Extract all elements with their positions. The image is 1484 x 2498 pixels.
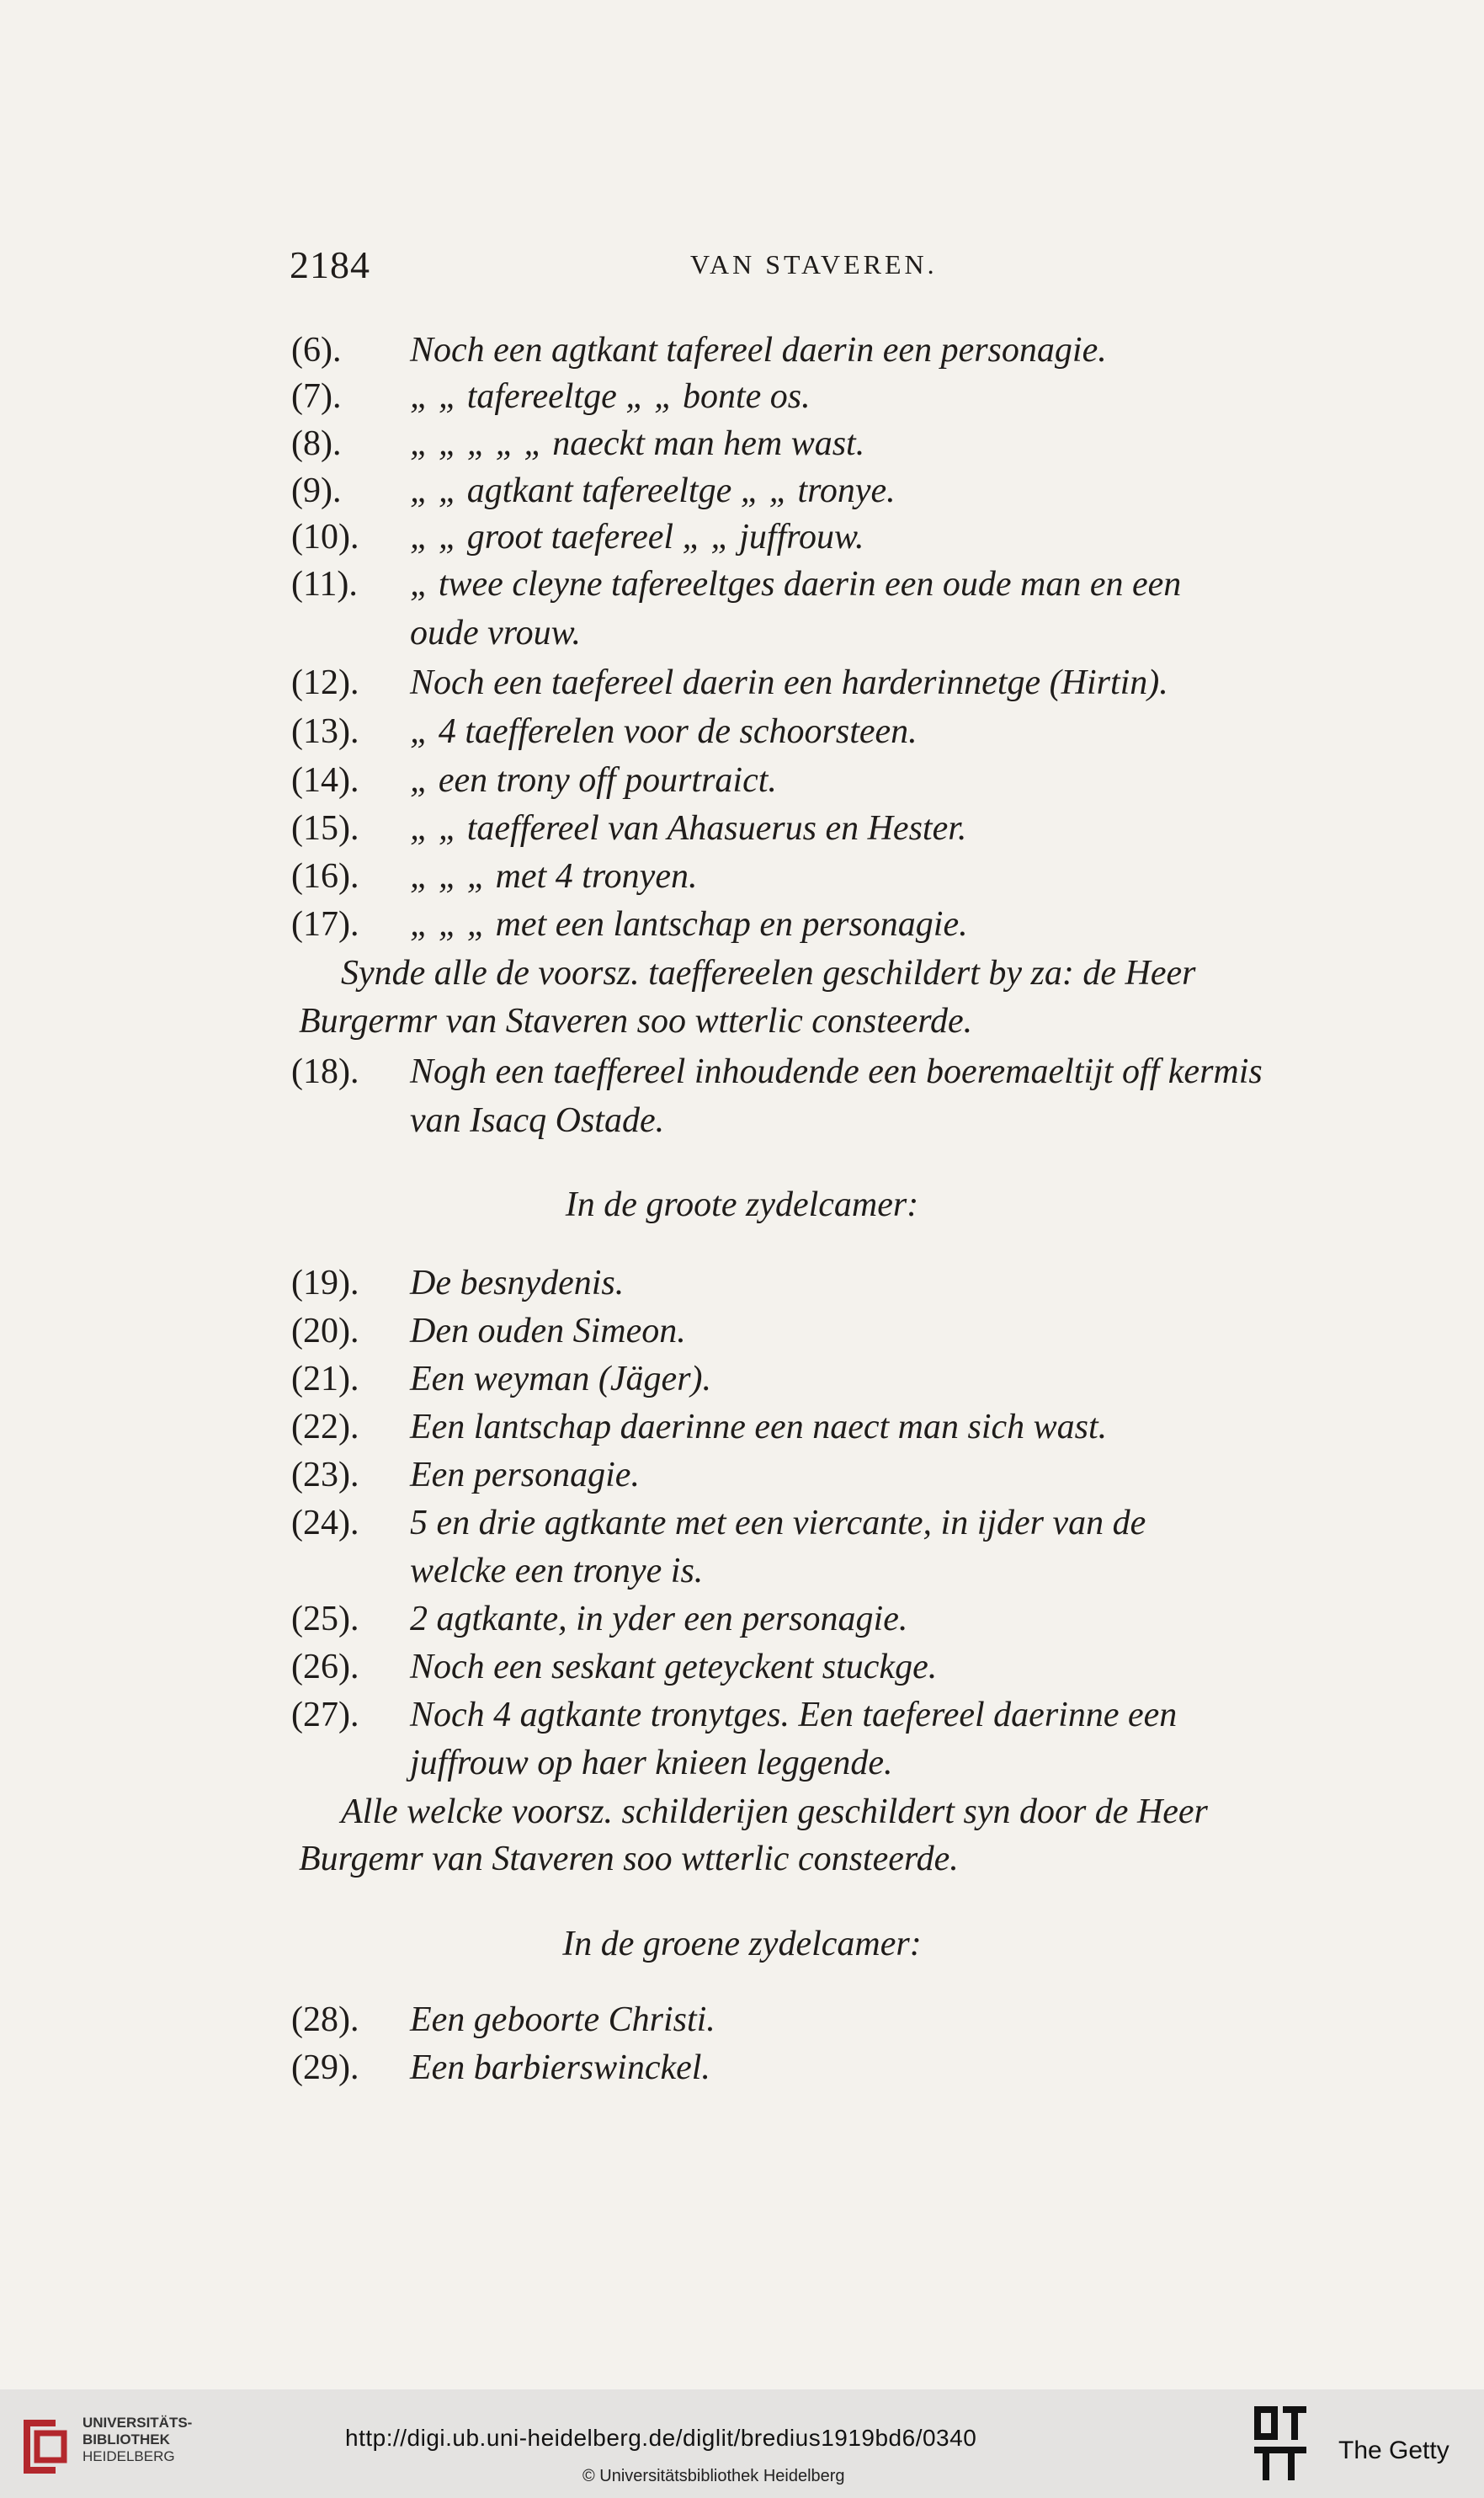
entry-number: (8). [291, 424, 342, 463]
note-2-line-1 [0, 1792, 1484, 1839]
entry-text: „ „ „ „ „ naeckt man hem wast. [410, 424, 865, 463]
entry-19 [0, 1263, 1484, 1310]
entry-number: (13). [291, 712, 359, 751]
section-heading-groene-zydelcamer: In de groene zydelcamer: [562, 1925, 922, 1963]
note-text: Burgermr van Staveren soo wtterlic consteerde. [299, 1002, 973, 1041]
note-text: Synde alle de voorsz. taeffereelen geschildert by za: de Heer [341, 954, 1196, 993]
entry-text: „ „ tafereeltge „ „ bonte os. [410, 377, 811, 416]
entry-number: (14). [291, 761, 359, 800]
university-library-name [82, 2415, 192, 2465]
entry-text-continued: juffrouw op haer knieen leggende. [410, 1744, 893, 1782]
entry-text: „ „ „ met 4 tronyen. [410, 857, 698, 896]
university-library-logo-icon [15, 2413, 74, 2480]
entry-text: Noch een seskant geteyckent stuckge. [410, 1648, 938, 1686]
entry-15 [0, 808, 1484, 855]
entry-29 [0, 2048, 1484, 2095]
entry-text: Noch een taefereel daerin een harderinnetge (Hirtin). [410, 663, 1168, 702]
library-line-2: BIBLIOTHEK [82, 2431, 170, 2447]
entry-number: (9). [291, 471, 342, 510]
entry-text-continued: van Isacq Ostade. [410, 1101, 665, 1140]
entry-number: (25). [291, 1600, 359, 1638]
entry-number: (17). [291, 905, 359, 944]
entry-text: De besnydenis. [410, 1264, 625, 1302]
entry-number: (27). [291, 1696, 359, 1734]
note-text: Burgemr van Staveren soo wtterlic consteerde. [299, 1840, 959, 1878]
entry-number: (26). [291, 1648, 359, 1686]
note-1-line-1 [0, 953, 1484, 1000]
permalink-url[interactable]: http://digi.ub.uni-heidelberg.de/diglit/bredius1919bd6/0340 [345, 2425, 977, 2451]
entry-text: Een barbierswinckel. [410, 2048, 710, 2087]
entry-number: (24). [291, 1504, 359, 1542]
entry-14 [0, 760, 1484, 807]
entry-24-continued [0, 1551, 1484, 1598]
page-header [0, 242, 1484, 293]
entry-number: (6). [291, 331, 342, 370]
entry-26 [0, 1647, 1484, 1694]
entry-12 [0, 663, 1484, 710]
entry-11-continued [0, 613, 1484, 660]
entry-13 [0, 711, 1484, 759]
entry-11 [0, 564, 1484, 611]
entry-21 [0, 1359, 1484, 1406]
entry-number: (15). [291, 809, 359, 848]
entry-number: (22). [291, 1408, 359, 1446]
entry-number: (21). [291, 1360, 359, 1398]
note-text: Alle welcke voorsz. schilderijen geschildert syn door de Heer [341, 1792, 1208, 1831]
entry-text: 5 en drie agtkante met een viercante, in ijder van de [410, 1504, 1146, 1542]
entry-number: (18). [291, 1052, 359, 1091]
copyright-notice: © Universitätsbibliothek Heidelberg [582, 2467, 845, 2485]
section-heading-groote-zydelcamer: In de groote zydelcamer: [565, 1185, 919, 1224]
entry-number: (12). [291, 663, 359, 702]
entry-18 [0, 1052, 1484, 1099]
entry-20 [0, 1311, 1484, 1358]
entry-24 [0, 1503, 1484, 1550]
entry-text: „ een trony off pourtraict. [410, 761, 777, 800]
entry-number: (10). [291, 518, 359, 557]
entry-7 [0, 376, 1484, 423]
entry-text: Een weyman (Jäger). [410, 1360, 712, 1398]
running-title: VAN STAVEREN. [690, 249, 938, 280]
entry-17 [0, 904, 1484, 951]
entry-text: Noch een agtkant tafereel daerin een personagie. [410, 331, 1107, 370]
entry-27 [0, 1695, 1484, 1742]
entry-8 [0, 423, 1484, 471]
entry-text-continued: welcke een tronye is. [410, 1552, 704, 1590]
entry-text: „ „ groot taefereel „ „ juffrouw. [410, 518, 864, 557]
entry-text: „ „ taeffereel van Ahasuerus en Hester. [410, 809, 967, 848]
entry-28 [0, 2000, 1484, 2047]
entry-text: „ 4 taefferelen voor de schoorsteen. [410, 712, 918, 751]
entry-number: (29). [291, 2048, 359, 2087]
entry-10 [0, 517, 1484, 564]
footer-bar [0, 2389, 1484, 2498]
entry-number: (20). [291, 1312, 359, 1350]
entry-number: (19). [291, 1264, 359, 1302]
entry-number: (28). [291, 2000, 359, 2039]
entry-text: „ „ „ met een lantschap en personagie. [410, 905, 968, 944]
entry-23 [0, 1455, 1484, 1502]
entry-16 [0, 856, 1484, 903]
entry-text: Een personagie. [410, 1456, 640, 1494]
entry-number: (16). [291, 857, 359, 896]
library-line-3: HEIDELBERG [82, 2448, 175, 2464]
entry-text: Noch 4 agtkante tronytges. Een taefereel daerinne een [410, 1696, 1178, 1734]
entry-text: „ „ agtkant tafereeltge „ „ tronye. [410, 471, 896, 510]
library-line-1: UNIVERSITÄTS- [82, 2415, 193, 2431]
entry-6 [0, 330, 1484, 377]
entry-18-continued [0, 1100, 1484, 1148]
entry-text: „ twee cleyne tafereeltges daerin een oude man en een [410, 565, 1182, 604]
entry-number: (7). [291, 377, 342, 416]
entry-22 [0, 1407, 1484, 1454]
note-2-line-2 [0, 1839, 1484, 1886]
entry-number: (11). [291, 565, 358, 604]
entry-text: 2 agtkante, in yder een personagie. [410, 1600, 908, 1638]
entry-text: Den ouden Simeon. [410, 1312, 686, 1350]
entry-text: Nogh een taeffereel inhoudende een boeremaeltijt off kermis [410, 1052, 1263, 1091]
entry-27-continued [0, 1743, 1484, 1790]
entry-text: Een lantschap daerinne een naect man sich wast. [410, 1408, 1108, 1446]
note-1-line-2 [0, 1001, 1484, 1048]
getty-logo-icon [1251, 2403, 1310, 2484]
page-number: 2184 [290, 243, 370, 286]
entry-text-continued: oude vrouw. [410, 614, 581, 652]
entry-number: (23). [291, 1456, 359, 1494]
entry-9 [0, 471, 1484, 518]
getty-name: The Getty [1338, 2437, 1449, 2464]
entry-text: Een geboorte Christi. [410, 2000, 715, 2039]
entry-25 [0, 1599, 1484, 1646]
